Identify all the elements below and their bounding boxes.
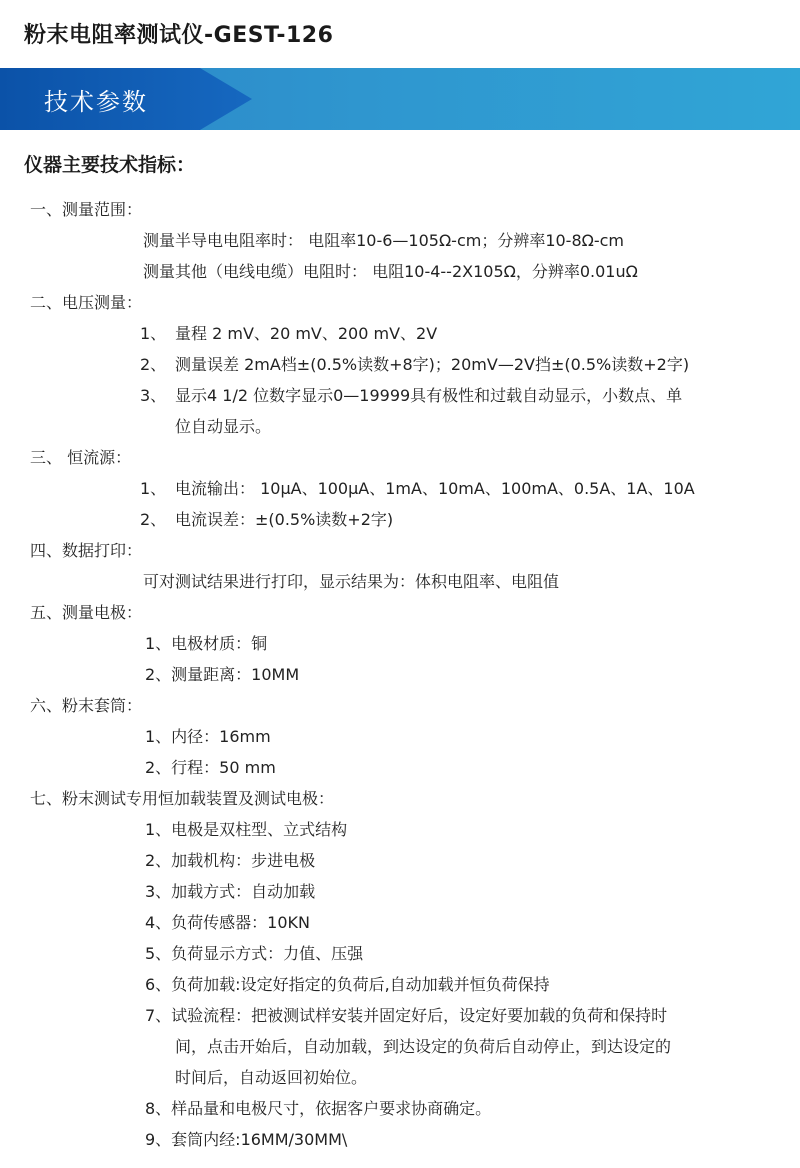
spec-item: 2、测量距离：10MM (145, 665, 300, 684)
powder-sleeve-heading: 六、粉末套筒： (30, 696, 143, 715)
item-text: 量程 2 mV、20 mV、200 mV、2V (175, 324, 438, 343)
spec-item (0, 318, 800, 349)
item-number: 1、 (140, 324, 167, 343)
spec-item: 7、试验流程：把被测试样安装并固定好后，设定好要加载的负荷和保持时 (145, 1006, 668, 1025)
spec-item (0, 349, 800, 380)
loading-device-heading: 七、粉末测试专用恒加载装置及测试电极： (30, 789, 335, 808)
item-number: 3、 (140, 386, 167, 405)
item-continuation: 间，点击开始后，自动加载，到达设定的负荷后自动停止，到达设定的 (175, 1037, 672, 1056)
spec-item: 5、负荷显示方式：力值、压强 (145, 944, 364, 963)
spec-list (0, 194, 800, 1155)
spec-line: 可对测试结果进行打印，显示结果为：体积电阻率、电阻值 (143, 572, 560, 591)
spec-item: 9、套筒内经:16MM/30MM\ (145, 1130, 348, 1149)
item-text: 测量误差 2mA档±(0.5%读数+8字)；20mV—2V挡±(0.5%读数+2字) (175, 355, 690, 374)
spec-item: 4、负荷传感器：10KN (145, 913, 311, 932)
item-number: 1、 (140, 479, 167, 498)
item-continuation: 时间后，自动返回初始位。 (175, 1068, 368, 1087)
spec-item: 8、样品量和电极尺寸，依据客户要求协商确定。 (145, 1099, 492, 1118)
page-title: 粉末电阻率测试仪-GEST-126 (24, 23, 334, 48)
data-printing-heading: 四、数据打印： (30, 541, 143, 560)
constant-current-heading: 三、 恒流源： (30, 448, 132, 467)
banner-label: 技术参数 (44, 88, 148, 116)
spec-item: 1、电极是双柱型、立式结构 (145, 820, 348, 839)
section-heading: 仪器主要技术指标： (24, 154, 196, 176)
electrode-heading: 五、测量电极： (30, 603, 143, 622)
spec-item: 6、负荷加载:设定好指定的负荷后,自动加载并恒负荷保持 (145, 975, 550, 994)
section-banner (0, 68, 800, 130)
spec-line: 测量半导电电阻率时： 电阻率10-6—105Ω-cm；分辨率10-8Ω-cm (143, 231, 625, 250)
spec-item: 2、加载机构：步进电极 (145, 851, 316, 870)
item-text: 显示4 1/2 位数字显示0—19999具有极性和过载自动显示，小数点、单 (175, 386, 683, 405)
item-text: 电流误差：±(0.5%读数+2字) (175, 510, 394, 529)
spec-item: 3、加载方式：自动加载 (145, 882, 316, 901)
item-continuation: 位自动显示。 (175, 417, 272, 436)
item-number: 2、 (140, 355, 167, 374)
measurement-range-heading: 一、测量范围： (30, 200, 143, 219)
item-text: 电流输出： 10μA、100μA、1mA、10mA、100mA、0.5A、1A、10A (175, 479, 695, 498)
spec-item: 1、内径：16mm (145, 727, 271, 746)
voltage-measurement-heading: 二、电压测量： (30, 293, 143, 312)
item-number: 2、 (140, 510, 167, 529)
spec-item: 2、行程：50 mm (145, 758, 276, 777)
spec-item: 1、电极材质：铜 (145, 634, 268, 653)
spec-line: 测量其他（电线电缆）电阻时： 电阻10-4--2X105Ω，分辨率0.01uΩ (143, 262, 638, 281)
spec-item (0, 504, 800, 535)
spec-item (0, 473, 800, 504)
spec-item (0, 380, 800, 411)
